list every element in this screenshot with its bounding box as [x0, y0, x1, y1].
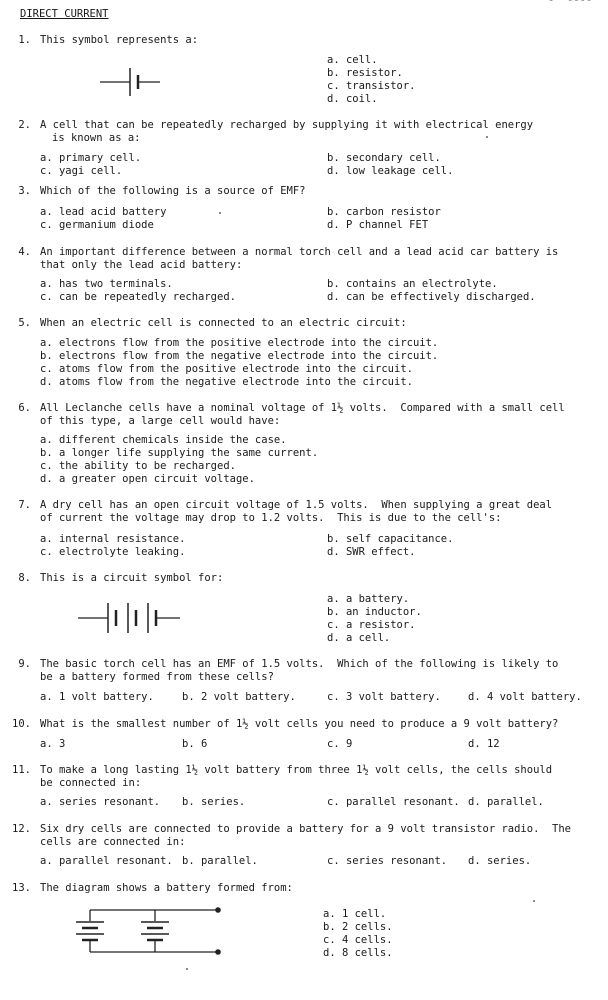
answer-option: d. 12 — [468, 738, 500, 750]
answer-option: b. contains an electrolyte. — [327, 278, 498, 290]
answer-option: c. series resonant. — [327, 855, 448, 867]
answer-option: a. primary cell. — [40, 152, 142, 164]
battery-symbol-diagram — [78, 600, 180, 636]
question-number: 12. — [12, 823, 31, 835]
answer-option: d. 4 volt battery. — [468, 691, 582, 703]
answer-option: a. 1 volt battery. — [40, 691, 154, 703]
answer-option: b. a longer life supplying the same current. — [40, 447, 319, 459]
question-stem: When an electric cell is connected to an electric circuit: — [40, 317, 407, 329]
answer-option: d. series. — [468, 855, 532, 867]
question-number: 13. — [12, 882, 31, 894]
answer-option: c. germanium diode — [40, 219, 154, 231]
parallel-cells-diagram — [70, 903, 230, 958]
question-stem: A dry cell has an open circuit voltage of 1.5 volts. When supplying a great deal — [40, 499, 553, 511]
answer-option: d. 8 cells. — [323, 947, 393, 959]
question-stem: Six dry cells are connected to provide a battery for a 9 volt transistor radio. The — [40, 823, 572, 835]
scan-speck — [186, 968, 188, 970]
answer-option: c. parallel resonant. — [327, 796, 460, 808]
question-number: 9. — [18, 658, 31, 670]
question-number: 2. — [18, 119, 31, 131]
question-number: 7. — [18, 499, 31, 511]
answer-option: c. yagi cell. — [40, 165, 123, 177]
answer-option: d. atoms flow from the negative electrode into the circuit. — [40, 376, 413, 388]
question-number: 4. — [18, 246, 31, 258]
question-stem: of current the voltage may drop to 1.2 volts. This is due to the cell's: — [40, 512, 502, 524]
answer-option: c. the ability to be recharged. — [40, 460, 236, 472]
question-stem: The basic torch cell has an EMF of 1.5 volts. Which of the following is likely to — [40, 658, 559, 670]
question-number: 11. — [12, 764, 31, 776]
question-number: 6. — [18, 402, 31, 414]
answer-option: b. 2 volt battery. — [182, 691, 296, 703]
answer-option: b. self capacitance. — [327, 533, 454, 545]
question-stem: The diagram shows a battery formed from: — [40, 882, 293, 894]
answer-option: d. can be effectively discharged. — [327, 291, 536, 303]
question-number: 3. — [18, 185, 31, 197]
question-stem: A cell that can be repeatedly recharged by supplying it with electrical energy — [40, 119, 534, 131]
answer-option: b. 6 — [182, 738, 208, 750]
answer-option: b. series. — [182, 796, 246, 808]
question-number: 8. — [18, 572, 31, 584]
scan-speck — [219, 212, 221, 214]
page-corner-marking: - ---- — [548, 0, 593, 6]
question-stem: This is a circuit symbol for: — [40, 572, 224, 584]
question-stem: be a battery formed from these cells? — [40, 671, 274, 683]
answer-option: d. P channel FET — [327, 219, 429, 231]
question-stem: What is the smallest number of 1½ volt cells you need to produce a 9 volt battery? — [40, 718, 559, 730]
question-number: 5. — [18, 317, 31, 329]
answer-option: d. coil. — [327, 93, 378, 105]
question-stem: An important difference between a normal torch cell and a lead acid car battery is — [40, 246, 559, 258]
answer-option: c. atoms flow from the positive electrode into the circuit. — [40, 363, 413, 375]
answer-option: b. parallel. — [182, 855, 258, 867]
answer-option: a. parallel resonant. — [40, 855, 173, 867]
answer-option: c. 9 — [327, 738, 353, 750]
question-number: 1. — [18, 34, 31, 46]
question-stem: of this type, a large cell would have: — [40, 415, 281, 427]
answer-option: b. resistor. — [327, 67, 403, 79]
cell-symbol-diagram — [100, 64, 160, 100]
answer-option: c. a resistor. — [327, 619, 416, 631]
answer-option: c. can be repeatedly recharged. — [40, 291, 236, 303]
question-stem: that only the lead acid battery: — [40, 259, 243, 271]
question-stem: cells are connected in: — [40, 836, 186, 848]
answer-option: a. cell. — [327, 54, 378, 66]
answer-option: b. an inductor. — [327, 606, 422, 618]
answer-option: a. internal resistance. — [40, 533, 186, 545]
answer-option: a. 1 cell. — [323, 908, 387, 920]
question-stem: be connected in: — [40, 777, 142, 789]
answer-option: a. has two terminals. — [40, 278, 173, 290]
answer-option: b. electrons flow from the negative electrode into the circuit. — [40, 350, 439, 362]
scan-speck — [533, 900, 535, 902]
answer-option: d. SWR effect. — [327, 546, 416, 558]
answer-option: d. a cell. — [327, 632, 391, 644]
answer-option: d. low leakage cell. — [327, 165, 454, 177]
answer-option: d. parallel. — [468, 796, 544, 808]
answer-option: c. electrolyte leaking. — [40, 546, 186, 558]
answer-option: b. secondary cell. — [327, 152, 441, 164]
answer-option: a. series resonant. — [40, 796, 161, 808]
answer-option: c. 3 volt battery. — [327, 691, 441, 703]
answer-option: a. a battery. — [327, 593, 410, 605]
answer-option: c. transistor. — [327, 80, 416, 92]
scan-speck — [486, 136, 488, 138]
question-stem: This symbol represents a: — [40, 34, 199, 46]
answer-option: a. different chemicals inside the case. — [40, 434, 287, 446]
question-stem: Which of the following is a source of EMF? — [40, 185, 306, 197]
answer-option: a. 3 — [40, 738, 66, 750]
answer-option: c. 4 cells. — [323, 934, 393, 946]
question-number: 10. — [12, 718, 31, 730]
answer-option: a. electrons flow from the positive electrode into the circuit. — [40, 337, 439, 349]
answer-option: a. lead acid battery — [40, 206, 167, 218]
question-stem: All Leclanche cells have a nominal voltage of 1½ volts. Compared with a small cell — [40, 402, 565, 414]
question-stem: is known as a: — [52, 132, 141, 144]
page-title: DIRECT CURRENT — [20, 8, 109, 20]
answer-option: b. carbon resistor — [327, 206, 441, 218]
answer-option: d. a greater open circuit voltage. — [40, 473, 255, 485]
question-stem: To make a long lasting 1½ volt battery from three 1½ volt cells, the cells should — [40, 764, 553, 776]
answer-option: b. 2 cells. — [323, 921, 393, 933]
